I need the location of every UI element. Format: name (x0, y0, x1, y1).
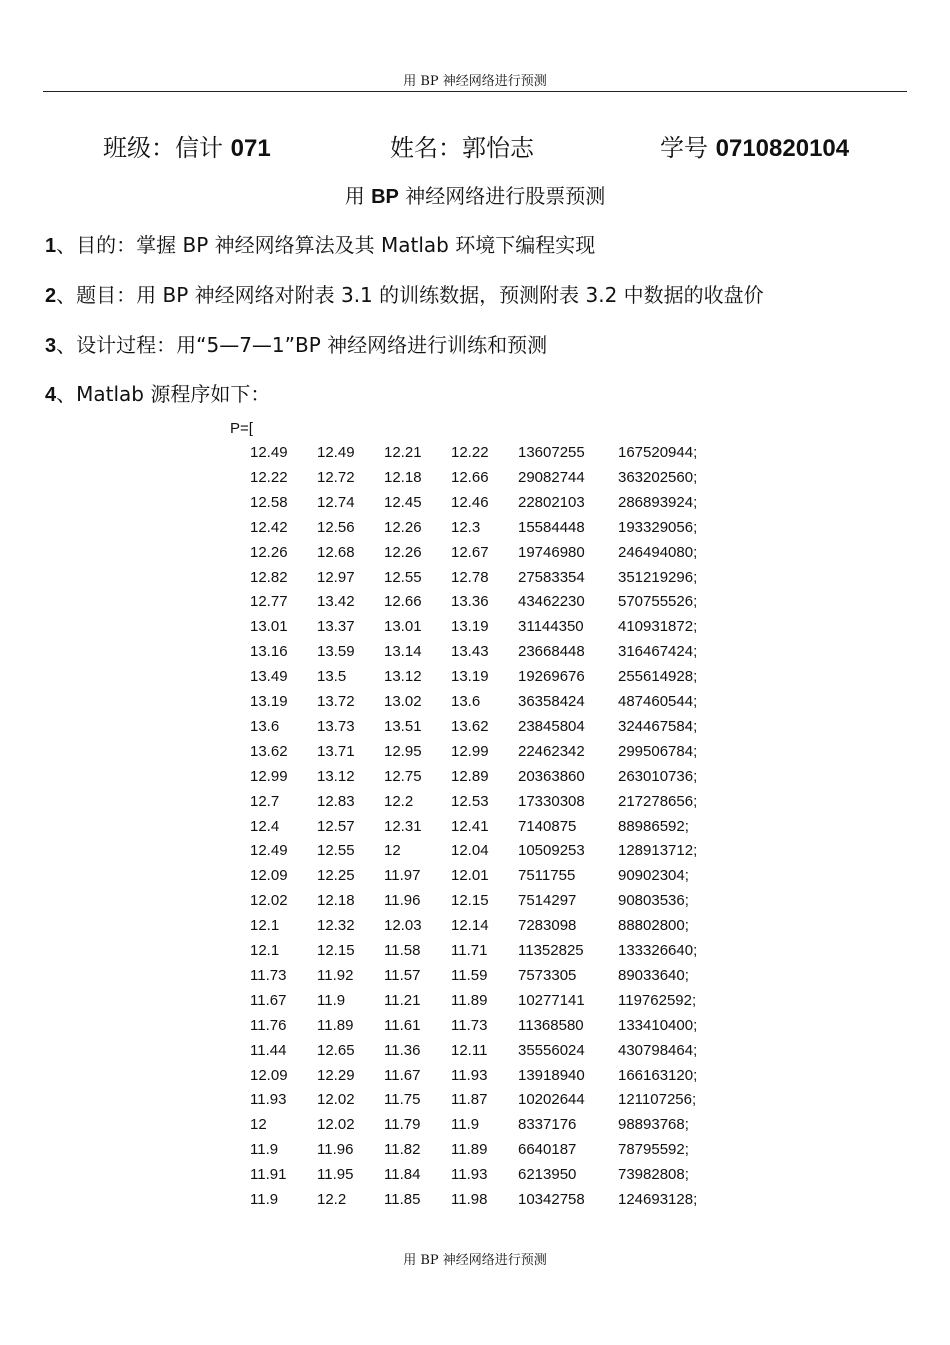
matrix-cell: 36358424 (518, 693, 585, 710)
matrix-cell: 11.57 (384, 966, 421, 984)
matrix-cell: 121107256; (618, 1091, 697, 1109)
matrix-cell: 11.9 (250, 1191, 279, 1208)
matrix-cell: 12.15 (451, 892, 489, 910)
student-id-info (660, 128, 849, 163)
matrix-cell: 12.18 (317, 892, 355, 910)
matrix-cell: 12.83 (317, 792, 355, 810)
matrix-cell: 11.89 (451, 991, 488, 1009)
matrix-cell: 12.58 (250, 493, 288, 511)
matrix-cell: 88802800; (618, 917, 689, 935)
matrix-row (0, 693, 700, 718)
matrix-cell: 12.3 (451, 518, 481, 536)
matrix-cell: 89033640; (618, 966, 689, 984)
matrix-row (0, 643, 700, 668)
matrix-cell: 8337176 (518, 1116, 577, 1134)
matrix-cell: 13.01 (250, 618, 288, 636)
matrix-cell: 166163120; (618, 1066, 698, 1084)
class-value: 071 (230, 135, 271, 162)
matrix-row (0, 867, 700, 892)
matrix-cell: 35556024 (518, 1041, 585, 1059)
code-start: P=[ (230, 420, 253, 437)
matrix-cell: 286893924; (618, 493, 698, 511)
matrix-cell: 11.84 (384, 1166, 421, 1184)
matrix-cell: 12.09 (250, 867, 288, 885)
matrix-cell: 12.72 (317, 468, 355, 486)
matrix-cell: 11.59 (451, 966, 488, 984)
matrix-cell: 12.26 (250, 543, 288, 561)
matrix-cell: 12.22 (250, 468, 288, 486)
matrix-cell: 22462342 (518, 742, 585, 760)
matrix-cell: 7573305 (518, 966, 577, 984)
matrix-cell: 13.73 (317, 717, 355, 735)
title-pre: 用 (344, 184, 365, 208)
matrix-cell: 13918940 (518, 1066, 585, 1084)
matrix-cell: 12.21 (384, 444, 422, 461)
matrix-cell: 570755526; (618, 593, 698, 611)
matrix-row (0, 668, 700, 693)
matrix-cell: 12.29 (317, 1066, 355, 1084)
matrix-cell: 11.44 (250, 1041, 287, 1059)
matrix-cell: 11.85 (384, 1191, 421, 1208)
matrix-cell: 13.14 (384, 643, 422, 661)
matrix-cell: 7511755 (518, 867, 576, 885)
matrix-row (0, 1042, 700, 1067)
item-2 (45, 279, 764, 308)
matrix-row (0, 793, 700, 818)
matrix-cell: 255614928; (618, 668, 698, 686)
matrix-cell: 13.36 (451, 593, 489, 611)
matrix-cell: 167520944; (618, 444, 698, 461)
matrix-cell: 12.55 (384, 568, 422, 586)
matrix-cell: 10202644 (518, 1091, 585, 1109)
matrix-cell: 13.12 (317, 767, 355, 785)
matrix-cell: 133410400; (618, 1016, 698, 1034)
matrix-row (0, 1191, 700, 1216)
matrix-cell: 12.02 (317, 1091, 355, 1109)
matrix-cell: 11.36 (384, 1041, 421, 1059)
matrix-cell: 13.37 (317, 618, 355, 636)
matrix-cell: 13.16 (250, 643, 288, 661)
matrix-cell: 119762592; (618, 991, 697, 1009)
matrix-cell: 27583354 (518, 568, 585, 586)
matrix-cell: 12.2 (384, 792, 414, 810)
item-number: 2 (45, 285, 57, 307)
matrix-cell: 90803536; (618, 892, 689, 910)
matrix-cell: 90902304; (618, 867, 689, 885)
matrix-cell: 11.67 (384, 1066, 421, 1084)
matrix-cell: 12.01 (451, 867, 489, 885)
id-label: 学号 (660, 134, 708, 162)
matrix-cell: 12.1 (250, 917, 280, 935)
page-header: 用 BP 神经网络进行预测 (403, 74, 547, 89)
matrix-cell: 12.26 (384, 518, 422, 536)
matrix-row (0, 718, 700, 743)
matrix-cell: 73982808; (618, 1166, 689, 1184)
matrix-cell: 19746980 (518, 543, 585, 561)
matrix-cell: 12.31 (384, 817, 422, 835)
matrix-cell: 12.1 (250, 942, 280, 959)
matrix-cell: 12.74 (317, 493, 355, 511)
matrix-cell: 11.82 (384, 1141, 421, 1159)
matrix-cell: 11.95 (317, 1166, 354, 1184)
matrix-row (0, 544, 700, 569)
matrix-row (0, 444, 700, 469)
matrix-cell: 11.89 (317, 1016, 354, 1034)
matrix-cell: 11.58 (384, 942, 421, 959)
matrix-cell: 13.6 (250, 717, 280, 735)
item-4 (45, 378, 270, 407)
matrix-cell: 7140875 (518, 817, 577, 835)
matrix-cell: 31144350 (518, 618, 584, 636)
matrix-row (0, 992, 700, 1017)
matrix-cell: 12.77 (250, 593, 288, 611)
matrix-row (0, 569, 700, 594)
matrix-cell: 12.22 (451, 444, 489, 461)
matrix-cell: 12.53 (451, 792, 489, 810)
matrix-cell: 324467584; (618, 717, 698, 735)
item-number: 1 (45, 235, 57, 257)
matrix-cell: 11.79 (384, 1116, 421, 1134)
matrix-cell: 11.73 (250, 966, 287, 984)
matrix-cell: 263010736; (618, 767, 698, 785)
matrix-cell: 12.57 (317, 817, 355, 835)
matrix-row (0, 1091, 700, 1116)
matrix-cell: 12.49 (250, 842, 288, 860)
matrix-cell: 12.02 (317, 1116, 355, 1134)
matrix-cell: 13.01 (384, 618, 422, 636)
matrix-cell: 12.04 (451, 842, 489, 860)
matrix-cell: 10509253 (518, 842, 585, 860)
matrix-row (0, 519, 700, 544)
matrix-cell: 12.2 (317, 1191, 347, 1208)
matrix-cell: 12.11 (451, 1041, 488, 1059)
matrix-cell: 12.02 (250, 892, 288, 910)
matrix-cell: 12.4 (250, 817, 280, 835)
matrix-cell: 11.96 (317, 1141, 354, 1159)
matrix-cell: 11.9 (451, 1116, 480, 1134)
matrix-cell: 11368580 (518, 1016, 584, 1034)
matrix-cell: 13.12 (384, 668, 422, 686)
matrix-cell: 12.26 (384, 543, 422, 561)
matrix-cell: 12.75 (384, 767, 422, 785)
matrix-cell: 217278656; (618, 792, 698, 810)
matrix-cell: 12.45 (384, 493, 422, 511)
matrix-row (0, 818, 700, 843)
matrix-cell: 11.93 (451, 1066, 488, 1084)
item-3 (45, 329, 547, 358)
title-bp: BP (371, 186, 399, 208)
matrix-cell: 11.73 (451, 1016, 488, 1034)
matrix-cell: 11.93 (451, 1166, 488, 1184)
matrix-cell: 13607255 (518, 444, 585, 461)
matrix-cell: 13.62 (451, 717, 489, 735)
matrix-cell: 12.15 (317, 942, 355, 959)
matrix-cell: 11.97 (384, 867, 421, 885)
matrix-cell: 12.68 (317, 543, 355, 561)
title-post: 神经网络进行股票预测 (405, 184, 606, 208)
matrix-cell: 11.75 (384, 1091, 421, 1109)
matrix-cell: 12.42 (250, 518, 288, 536)
matrix-cell: 12.78 (451, 568, 489, 586)
matrix-cell: 11.21 (384, 991, 421, 1009)
matrix-cell: 13.71 (317, 742, 355, 760)
matrix-cell: 12.49 (317, 444, 355, 461)
matrix-cell: 12.99 (250, 767, 288, 785)
item-number: 4 (45, 384, 57, 406)
matrix-cell: 15584448 (518, 518, 585, 536)
matrix-cell: 11.89 (451, 1141, 488, 1159)
item-text: 、目的：掌握 BP 神经网络算法及其 Matlab 环境下编程实现 (56, 233, 596, 257)
matrix-cell: 12.65 (317, 1041, 355, 1059)
page-footer: 用 BP 神经网络进行预测 (403, 1253, 547, 1268)
class-info (103, 128, 271, 163)
matrix-cell: 98893768; (618, 1116, 689, 1134)
matrix-cell: 13.5 (317, 668, 347, 686)
matrix-cell: 11.98 (451, 1191, 488, 1208)
matrix-row (0, 1067, 700, 1092)
matrix-cell: 363202560; (618, 468, 698, 486)
matrix-cell: 78795592; (618, 1141, 689, 1159)
matrix-cell: 12.14 (451, 917, 489, 935)
matrix-row (0, 618, 700, 643)
matrix-cell: 13.51 (384, 717, 422, 735)
matrix-cell: 12.25 (317, 867, 355, 885)
matrix-row (0, 892, 700, 917)
item-text: 、题目：用 BP 神经网络对附表 3.1 的训练数据，预测附表 3.2 中数据的收盘价 (56, 283, 764, 307)
matrix-row (0, 1166, 700, 1191)
matrix-cell: 6640187 (518, 1141, 577, 1159)
matrix-cell: 23845804 (518, 717, 585, 735)
matrix-cell: 12.55 (317, 842, 355, 860)
matrix-cell: 12.7 (250, 792, 280, 810)
class-label: 班级：信计 (103, 134, 223, 162)
matrix-cell: 299506784; (618, 742, 698, 760)
matrix-cell: 6213950 (518, 1166, 577, 1184)
matrix-row (0, 743, 700, 768)
matrix-cell: 19269676 (518, 668, 585, 686)
matrix-cell: 12.82 (250, 568, 288, 586)
document-title (0, 180, 950, 209)
item-1 (45, 229, 595, 258)
matrix-cell: 124693128; (618, 1191, 698, 1208)
matrix-cell: 10342758 (518, 1191, 585, 1208)
matrix-cell: 13.49 (250, 668, 288, 686)
matrix-cell: 43462230 (518, 593, 585, 611)
matrix-cell: 11352825 (518, 942, 584, 959)
matrix-row (0, 768, 700, 793)
matrix-cell: 12.18 (384, 468, 422, 486)
matrix-cell: 12 (384, 842, 401, 860)
matrix-cell: 11.71 (451, 942, 488, 959)
matrix-row (0, 842, 700, 867)
matrix-cell: 351219296; (618, 568, 698, 586)
matrix-cell: 12.41 (451, 817, 489, 835)
matrix-cell: 13.19 (451, 618, 489, 636)
matrix-cell: 88986592; (618, 817, 689, 835)
matrix-cell: 11.76 (250, 1016, 287, 1034)
matrix-cell: 12.03 (384, 917, 422, 935)
matrix-cell: 13.59 (317, 643, 355, 661)
matrix-cell: 20363860 (518, 767, 585, 785)
matrix-cell: 7514297 (518, 892, 577, 910)
matrix-row (0, 1141, 700, 1166)
matrix-cell: 12.89 (451, 767, 489, 785)
matrix-cell: 13.19 (250, 693, 288, 710)
matrix-cell: 12.09 (250, 1066, 288, 1084)
matrix-cell: 246494080; (618, 543, 698, 561)
matrix-row (0, 469, 700, 494)
matrix-cell: 13.43 (451, 643, 489, 661)
matrix-cell: 11.96 (384, 892, 421, 910)
matrix-row (0, 593, 700, 618)
matrix-row (0, 1017, 700, 1042)
matrix-cell: 17330308 (518, 792, 585, 810)
matrix-cell: 430798464; (618, 1041, 698, 1059)
id-value: 0710820104 (715, 135, 850, 162)
matrix-row (0, 1116, 700, 1141)
student-name: 姓名：郭怡志 (390, 134, 534, 162)
item-text: 、设计过程：用“5—7—1”BP 神经网络进行训练和预测 (56, 333, 548, 357)
matrix-cell: 487460544; (618, 693, 698, 710)
matrix-cell: 13.6 (451, 693, 481, 710)
matrix-cell: 11.92 (317, 966, 354, 984)
matrix-cell: 7283098 (518, 917, 577, 935)
matrix-cell: 128913712; (618, 842, 698, 860)
matrix-cell: 11.9 (250, 1141, 279, 1159)
matrix-cell: 11.87 (451, 1091, 488, 1109)
matrix-cell: 11.9 (317, 991, 346, 1009)
matrix-row (0, 942, 700, 967)
matrix-cell: 12.99 (451, 742, 489, 760)
matrix-cell: 23668448 (518, 643, 585, 661)
matrix-cell: 11.93 (250, 1091, 287, 1109)
matrix-cell: 12.49 (250, 444, 288, 461)
matrix-cell: 316467424; (618, 643, 698, 661)
matrix-cell: 13.42 (317, 593, 355, 611)
matrix-cell: 13.72 (317, 693, 355, 710)
matrix-cell: 13.02 (384, 693, 422, 710)
matrix-cell: 10277141 (518, 991, 585, 1009)
matrix-cell: 12.67 (451, 543, 489, 561)
matrix-cell: 12.32 (317, 917, 355, 935)
matrix-cell: 11.91 (250, 1166, 287, 1184)
matrix-cell: 22802103 (518, 493, 585, 511)
matrix-cell: 12.56 (317, 518, 355, 536)
matrix-row (0, 494, 700, 519)
header-divider (43, 91, 907, 92)
matrix-cell: 12.66 (384, 593, 422, 611)
matrix-cell: 12.95 (384, 742, 422, 760)
matrix-cell: 29082744 (518, 468, 585, 486)
item-text: 、Matlab 源程序如下： (56, 382, 271, 406)
matrix-row (0, 967, 700, 992)
matrix-cell: 133326640; (618, 942, 698, 959)
matrix-cell: 11.61 (384, 1016, 421, 1034)
item-number: 3 (45, 335, 57, 357)
matrix-cell: 13.62 (250, 742, 288, 760)
matrix-cell: 12.46 (451, 493, 489, 511)
matrix-cell: 193329056; (618, 518, 698, 536)
matrix-cell: 12.66 (451, 468, 489, 486)
matrix-cell: 12.97 (317, 568, 355, 586)
matrix-cell: 13.19 (451, 668, 489, 686)
matrix-cell: 12 (250, 1116, 267, 1134)
matrix-row (0, 917, 700, 942)
matrix-cell: 410931872; (618, 618, 698, 636)
matrix-cell: 11.67 (250, 991, 287, 1009)
